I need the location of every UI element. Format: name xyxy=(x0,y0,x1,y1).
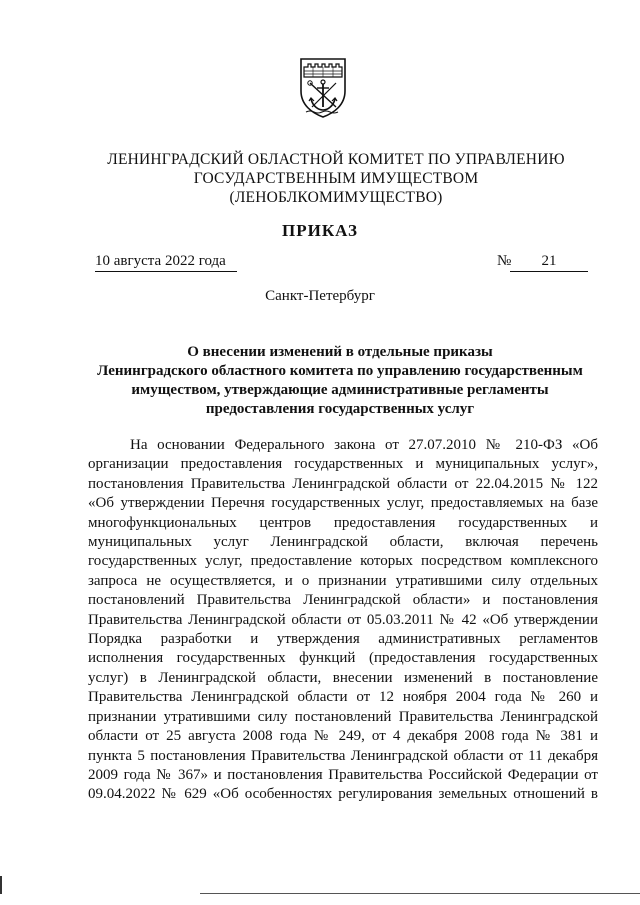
document-type-title: ПРИКАЗ xyxy=(282,221,358,240)
body-paragraph xyxy=(88,436,598,805)
body-line: 2009 года № 367» и постановления Правительства Российской Федерации от xyxy=(88,766,598,783)
number-label: № xyxy=(497,253,512,269)
body-line: услуг) в Ленинградской области, внесении изменений в постановление xyxy=(88,669,598,686)
document-number: 21 xyxy=(510,253,588,272)
body-line: постановлений Правительства Ленинградской области» и постановления xyxy=(88,592,598,609)
organization-line-1: ЛЕНИНГРАДСКИЙ ОБЛАСТНОЙ КОМИТЕТ ПО УПРАВЛЕНИЮ xyxy=(107,151,565,168)
coat-of-arms-emblem xyxy=(298,57,348,119)
body-line: постановления Правительства Ленинградской области от 22.04.2015 № 122 xyxy=(88,475,598,492)
body-line: Порядка разработки и утверждения административных регламентов xyxy=(88,631,598,648)
organization-header xyxy=(80,150,592,207)
subject-line-4: предоставления государственных услуг xyxy=(205,401,475,417)
body-line: запроса не осуществляется, и о признании утратившими силу отдельных xyxy=(88,572,598,589)
body-line: «Об утверждении Перечня государственных услуг, предоставляемых на базе xyxy=(88,495,598,512)
body-line: исполнения государственных функций (предоставления государственных xyxy=(88,650,598,667)
document-date: 10 августа 2022 года xyxy=(95,253,237,272)
body-line: области от 25 августа 2008 года № 249, от 4 декабря 2008 года № 381 и xyxy=(88,728,598,745)
document-subject xyxy=(70,343,610,419)
subject-line-2: Ленинградского областного комитета по управлению государственным xyxy=(97,363,583,379)
organization-line-2: ГОСУДАРСТВЕННЫМ ИМУЩЕСТВОМ xyxy=(193,170,479,187)
subject-line-3: имуществом, утверждающие административные регламенты xyxy=(131,382,549,398)
body-line: Правительства Ленинградской области от 12 ноября 2004 года № 260 и xyxy=(88,689,598,706)
body-line: На основании Федерального закона от 27.07.2010 № 210-ФЗ «Об xyxy=(130,437,598,453)
scan-edge-mark xyxy=(0,876,2,894)
body-line: Правительства Ленинградской области от 05.03.2011 № 42 «Об утверждении xyxy=(88,611,598,628)
subject-line-1: О внесении изменений в отдельные приказы xyxy=(187,344,493,360)
body-line: признании утратившими силу постановлений Правительства Ленинградской xyxy=(88,708,598,725)
body-line: многофункциональных центров предоставления государственных и xyxy=(88,514,598,531)
body-line: 09.04.2022 № 629 «Об особенностях регулирования земельных отношений в xyxy=(88,786,598,803)
footer-divider xyxy=(200,893,640,894)
body-line: государственных услуг, предоставление которых посредством комплексного xyxy=(88,553,598,570)
organization-line-3: (ЛЕНОБЛКОМИМУЩЕСТВО) xyxy=(229,189,443,206)
body-line: муниципальных услуг Ленинградской области, включая перечень xyxy=(88,534,598,551)
city-name: Санкт-Петербург xyxy=(265,288,375,304)
body-line: организации предоставления государственных и муниципальных услуг», xyxy=(88,456,598,473)
body-line: пункта 5 постановления Правительства Ленинградской области от 11 декабря xyxy=(88,747,598,764)
